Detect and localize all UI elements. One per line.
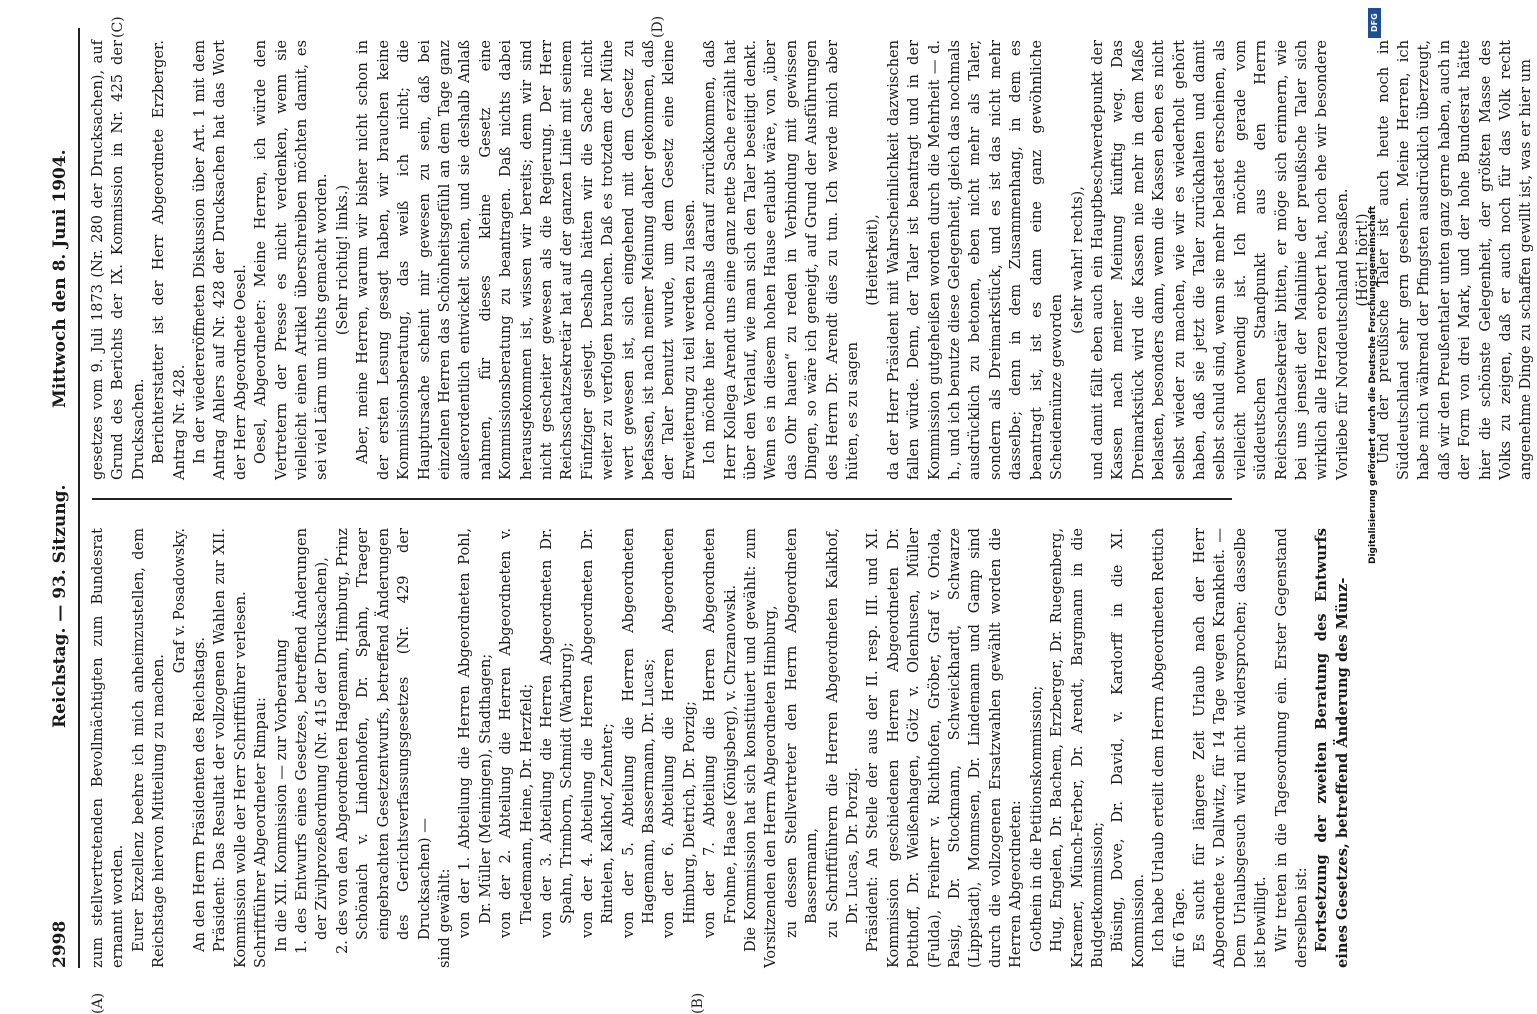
list-item: zu dessen Stellvertreter den Herrn Abgeordneten Bassermann,	[782, 528, 821, 938]
running-title: Reichstag. — 93. Sitzung.	[50, 484, 70, 728]
paragraph: Die Kommission hat sich konstituiert und gewählt: zum Vorsitzenden den Herrn Abgeordneten Himburg,	[742, 528, 780, 968]
paragraph: In die XII. Kommission — zur Vorberatung	[272, 639, 290, 952]
speech-paragraph: Oesel, Abgeordneter: Meine Herren, ich würde den Vertretern der Presse es nicht verdenken, wenn sie vielleicht einen Artikel überschreiben möchten damit, es sei viel Lärm um nichts gemacht worden.	[252, 40, 331, 480]
signature: Graf v. Posadowsky.	[170, 528, 188, 674]
list-item: 2. des von den Abgeordneten Hagemann, Himburg, Prinz Schönaich v. Lindenhofen, Dr. Spahn, Traeger eingebrachten Gesetzentwurfs, betreffend Änderungen des Gerichtsverfassungsgesetzes (Nr. 429 der Drucksachen) —	[333, 528, 433, 954]
paragraph: Präsident: Das Resultat der vollzogenen Wahlen zur XII. Kommission wolle der Herr Schriftführer verlesen.	[211, 528, 249, 968]
list-item: zu Schriftführern die Herren Abgeordneten Kalkhof, Dr. Lucas, Dr. Porzig.	[823, 528, 862, 938]
paragraph: Ich habe Urlaub erteilt dem Herrn Abgeordneten Rettich für 6 Tage.	[1150, 528, 1188, 968]
list-item: von der 1. Abteilung die Herren Abgeordneten Pohl, Dr. Müller (Meiningen), Stadthagen;	[456, 528, 494, 938]
page-header	[48, 28, 80, 968]
interjection: (Sehr richtig! links.)	[333, 184, 351, 336]
list-item: 1. des Entwurfs eines Gesetzes, betreffend Änderungen der Zivilprozeßordnung (Nr. 415 der Drucksachen),	[293, 528, 331, 954]
interjection: (sehr wahr! rechts),	[1068, 186, 1086, 334]
speech-paragraph: Und der preußische Taler ist auch heute noch in Süddeutschland sehr gern gesehen. Meine Herren, ich habe mich während der Pfingsten ausdrücklich überzeugt, daß wir den Preußentaler unten ganz gerne haben, auch in der Form von drei Mark, und der hohe Bundesrat hätte hier die schönste Gelegenheit, der größten Masse des Volks zu zeigen, daß er auch noch für das Volk recht angenehme Dinge zu schaffen gewillt ist, was er hier um	[1374, 40, 1535, 480]
list-item: von der 6. Abteilung die Herren Abgeordneten Himburg, Dietrich, Dr. Porzig;	[660, 528, 698, 938]
list-item: von der 3. Abteilung die Herren Abgeordneten Dr. Spahn, Trimborn, Schmidt (Warburg);	[537, 528, 576, 938]
paragraph: Es sucht für längere Zeit Urlaub nach der Herr Abgeordnete v. Dallwitz, für 14 Tage wegen Krankheit. — Dem Urlaubsgesuch wird nicht widersprochen; dasselbe ist bewilligt.	[1190, 528, 1270, 968]
paragraph: sind gewählt:	[435, 868, 453, 968]
interjection: (Heiterkeit),	[864, 214, 882, 306]
margin-mark-a: (A)	[90, 992, 106, 1014]
speech-paragraph: und damit fällt eben auch ein Hauptbeschwerdepunkt der Kassen nach meiner Meinung künftig weg. Das Dreimarkstück wird die Kassen nie mehr in dem Maße belasten, besonders dann, wenn die Kassen eben es nicht selbst wieder zu machen, wie wir es wiederholt gehört haben, daß sie jetzt die Taler zurückhalten und damit selbst schuld sind, wenn sie mehr belastet erscheinen, als vielleicht notwendig ist. Ich möchte gerade vom süddeutschen Standpunkt aus den Herrn Reichsschatzsekretär bitten, er möge sich erinnern, wie bei uns jenseit der Mainlinie der preußische Taler sich wirklich alle Herzen erobert hat, noch ehe wir besondere Vorliebe für Norddeutschland besaßen.	[1088, 40, 1351, 480]
paragraph: zum stellvertretenden Bevollmächtigten zum Bundesrat ernannt worden.	[89, 528, 127, 968]
left-column	[88, 528, 1351, 968]
session-date: Mittwoch den 8. Juni 1904.	[50, 149, 70, 408]
margin-mark-d: (D)	[650, 15, 666, 38]
page-number: 2998	[50, 920, 70, 968]
list-item: von der 2. Abteilung die Herren Abgeordneten v. Tiedemann, Heine, Dr. Herzfeld;	[497, 528, 535, 938]
paragraph: gesetzes vom 9. Juli 1873 (Nr. 280 der Drucksachen), auf Grund des Berichts der IX. Kommission in Nr. 425 der Drucksachen.	[89, 40, 147, 480]
digitization-notice: Digitalisierung gefördert durch die Deutsche Forschungsgemeinschaft	[1368, 205, 1378, 564]
column-divider	[92, 498, 1232, 500]
paragraph: Berichterstatter ist der Herr Abgeordnete Erzberger. Antrag Nr. 428.	[150, 40, 188, 480]
paragraph: Gothein in die Petitionskommission;	[1027, 685, 1045, 952]
speech-paragraph: Ich möchte hier nochmals darauf zurückkommen, daß Herr Kollega Arendt uns eine ganz nette Sache erzählt hat über den Verlauf, wie man sich den Taler beseitigt denkt. Wenn es in diesem hohen Hause erlaubt wäre, von „über das Ohr hauen“ zu reden in Verbindung mit gewissen Dingen, so wäre ich geneigt, auf Grund der Ausführungen des Herrn Dr. Arendt dies zu tun. Ich werde mich aber hüten, es zu sagen	[701, 40, 862, 480]
speech-paragraph: da der Herr Präsident mit Wahrscheinlichkeit dazwischen fallen würde. Denn, der Taler ist beantragt und in der Kommission gutgeheißen worden durch die Mehrheit — d. h., und ich benutze diese Gelegenheit, gleich das nochmals ausdrücklich zu betonen, eben nicht mehr als Taler, sondern als Dreimarkstück, und es ist das nicht mehr dasselbe; denn in dem Zusammenhang, in dem es beantragt ist, ist es dann eine ganz gewöhnliche Scheidemünze geworden	[884, 40, 1066, 480]
speech-paragraph: Aber, meine Herren, warum wir bisher nicht schon in der ersten Lesung gesagt haben, wir brauchen keine Kommissionsberatung, das weiß ich nicht; die Hauptursache scheint mir gewesen zu sein, daß bei einzelnen Herren das Schönheitsgefühl an dem Tage ganz außerordentlich entwickelt schien, und sie deshalb Anlaß nahmen, für dieses kleine Gesetz eine Kommissionsberatung zu beantragen. Daß nichts dabei herausgekommen ist, wissen wir bereits; denn wir sind nicht gescheiter gewesen als die Regierung. Der Herr Reichsschatzsekretär hat auf der ganzen Linie mit seinem Fünfziger gesiegt. Deshalb hätten wir die Sache nicht weiter zu verfolgen brauchen. Daß es trotzdem der Mühe wert gewesen ist, sich eingehend mit dem Gesetz zu befassen, ist nach meiner Meinung daher gekommen, daß der Taler benutzt wurde, um dem Gesetz eine kleine Erweiterung zu teil werden zu lassen.	[354, 40, 698, 480]
margin-mark-c: (C)	[110, 16, 126, 38]
dfg-logo-icon: DFG	[1368, 8, 1381, 38]
list-item: von der 7. Abteilung die Herren Abgeordneten Frohme, Haase (Königsberg), v. Chrzanowski.	[701, 528, 739, 938]
list-item: von der 4. Abteilung die Herren Abgeordneten Dr. Rintelen, Kalkhof, Zehnter;	[578, 528, 617, 938]
paragraph: Eurer Exzellenz beehre ich mich anheimzustellen, dem Reichstage hiervon Mitteilung zu machen.	[129, 528, 168, 968]
interjection: (Hört! hört!)	[1354, 213, 1372, 307]
paragraph: Büsing, Dove, Dr. David, v. Kardorff in die XI. Kommission.	[1109, 528, 1147, 968]
margin-mark-b: (B)	[690, 992, 706, 1014]
paragraph: Präsident: An Stelle der aus der II. resp. III. und XI. Kommission geschiedenen Herren Abgeordneten Dr. Potthoff, Dr. Weißenhagen, Götz v. Olenhusen, Müller (Fulda), Freiherr v. Richthofen, Gröber, Graf v. Oriola, Pasig, Dr. Stockmann, Schweickhardt, Schwarze (Lippstadt), Mommsen, Dr. Lindemann und Gamp sind durch die vollzogenen Ersatzwahlen gewählt worden die Herren Abgeordneten:	[864, 528, 1025, 968]
addressee: An den Herrn Präsidenten des Reichstags.	[191, 636, 209, 952]
paragraph: Hug, Engelen, Dr. Bachem, Erzberger, Dr. Ruegenberg, Kraemer, Münch-Ferber, Dr. Arendt, Bargmann in die Budgetkommission;	[1048, 528, 1106, 968]
agenda-item: Fortsetzung der zweiten Beratung des Entwurfs eines Gesetzes, betreffend Änderung des Münz-	[1313, 528, 1351, 968]
paragraph: Wir treten in die Tagesordnung ein. Erster Gegenstand derselben ist:	[1272, 528, 1310, 968]
paragraph: In der wiedereröffneten Diskussion über Art. 1 mit dem Antrag Ahlers auf Nr. 428 der Drucksachen hat das Wort der Herr Abgeordnete Oesel.	[191, 40, 249, 480]
speaker-line: Schriftführer Abgeordneter Rimpau:	[252, 697, 270, 968]
list-item: von der 5. Abteilung die Herren Abgeordneten Hagemann, Bassermann, Dr. Lucas;	[619, 528, 657, 938]
